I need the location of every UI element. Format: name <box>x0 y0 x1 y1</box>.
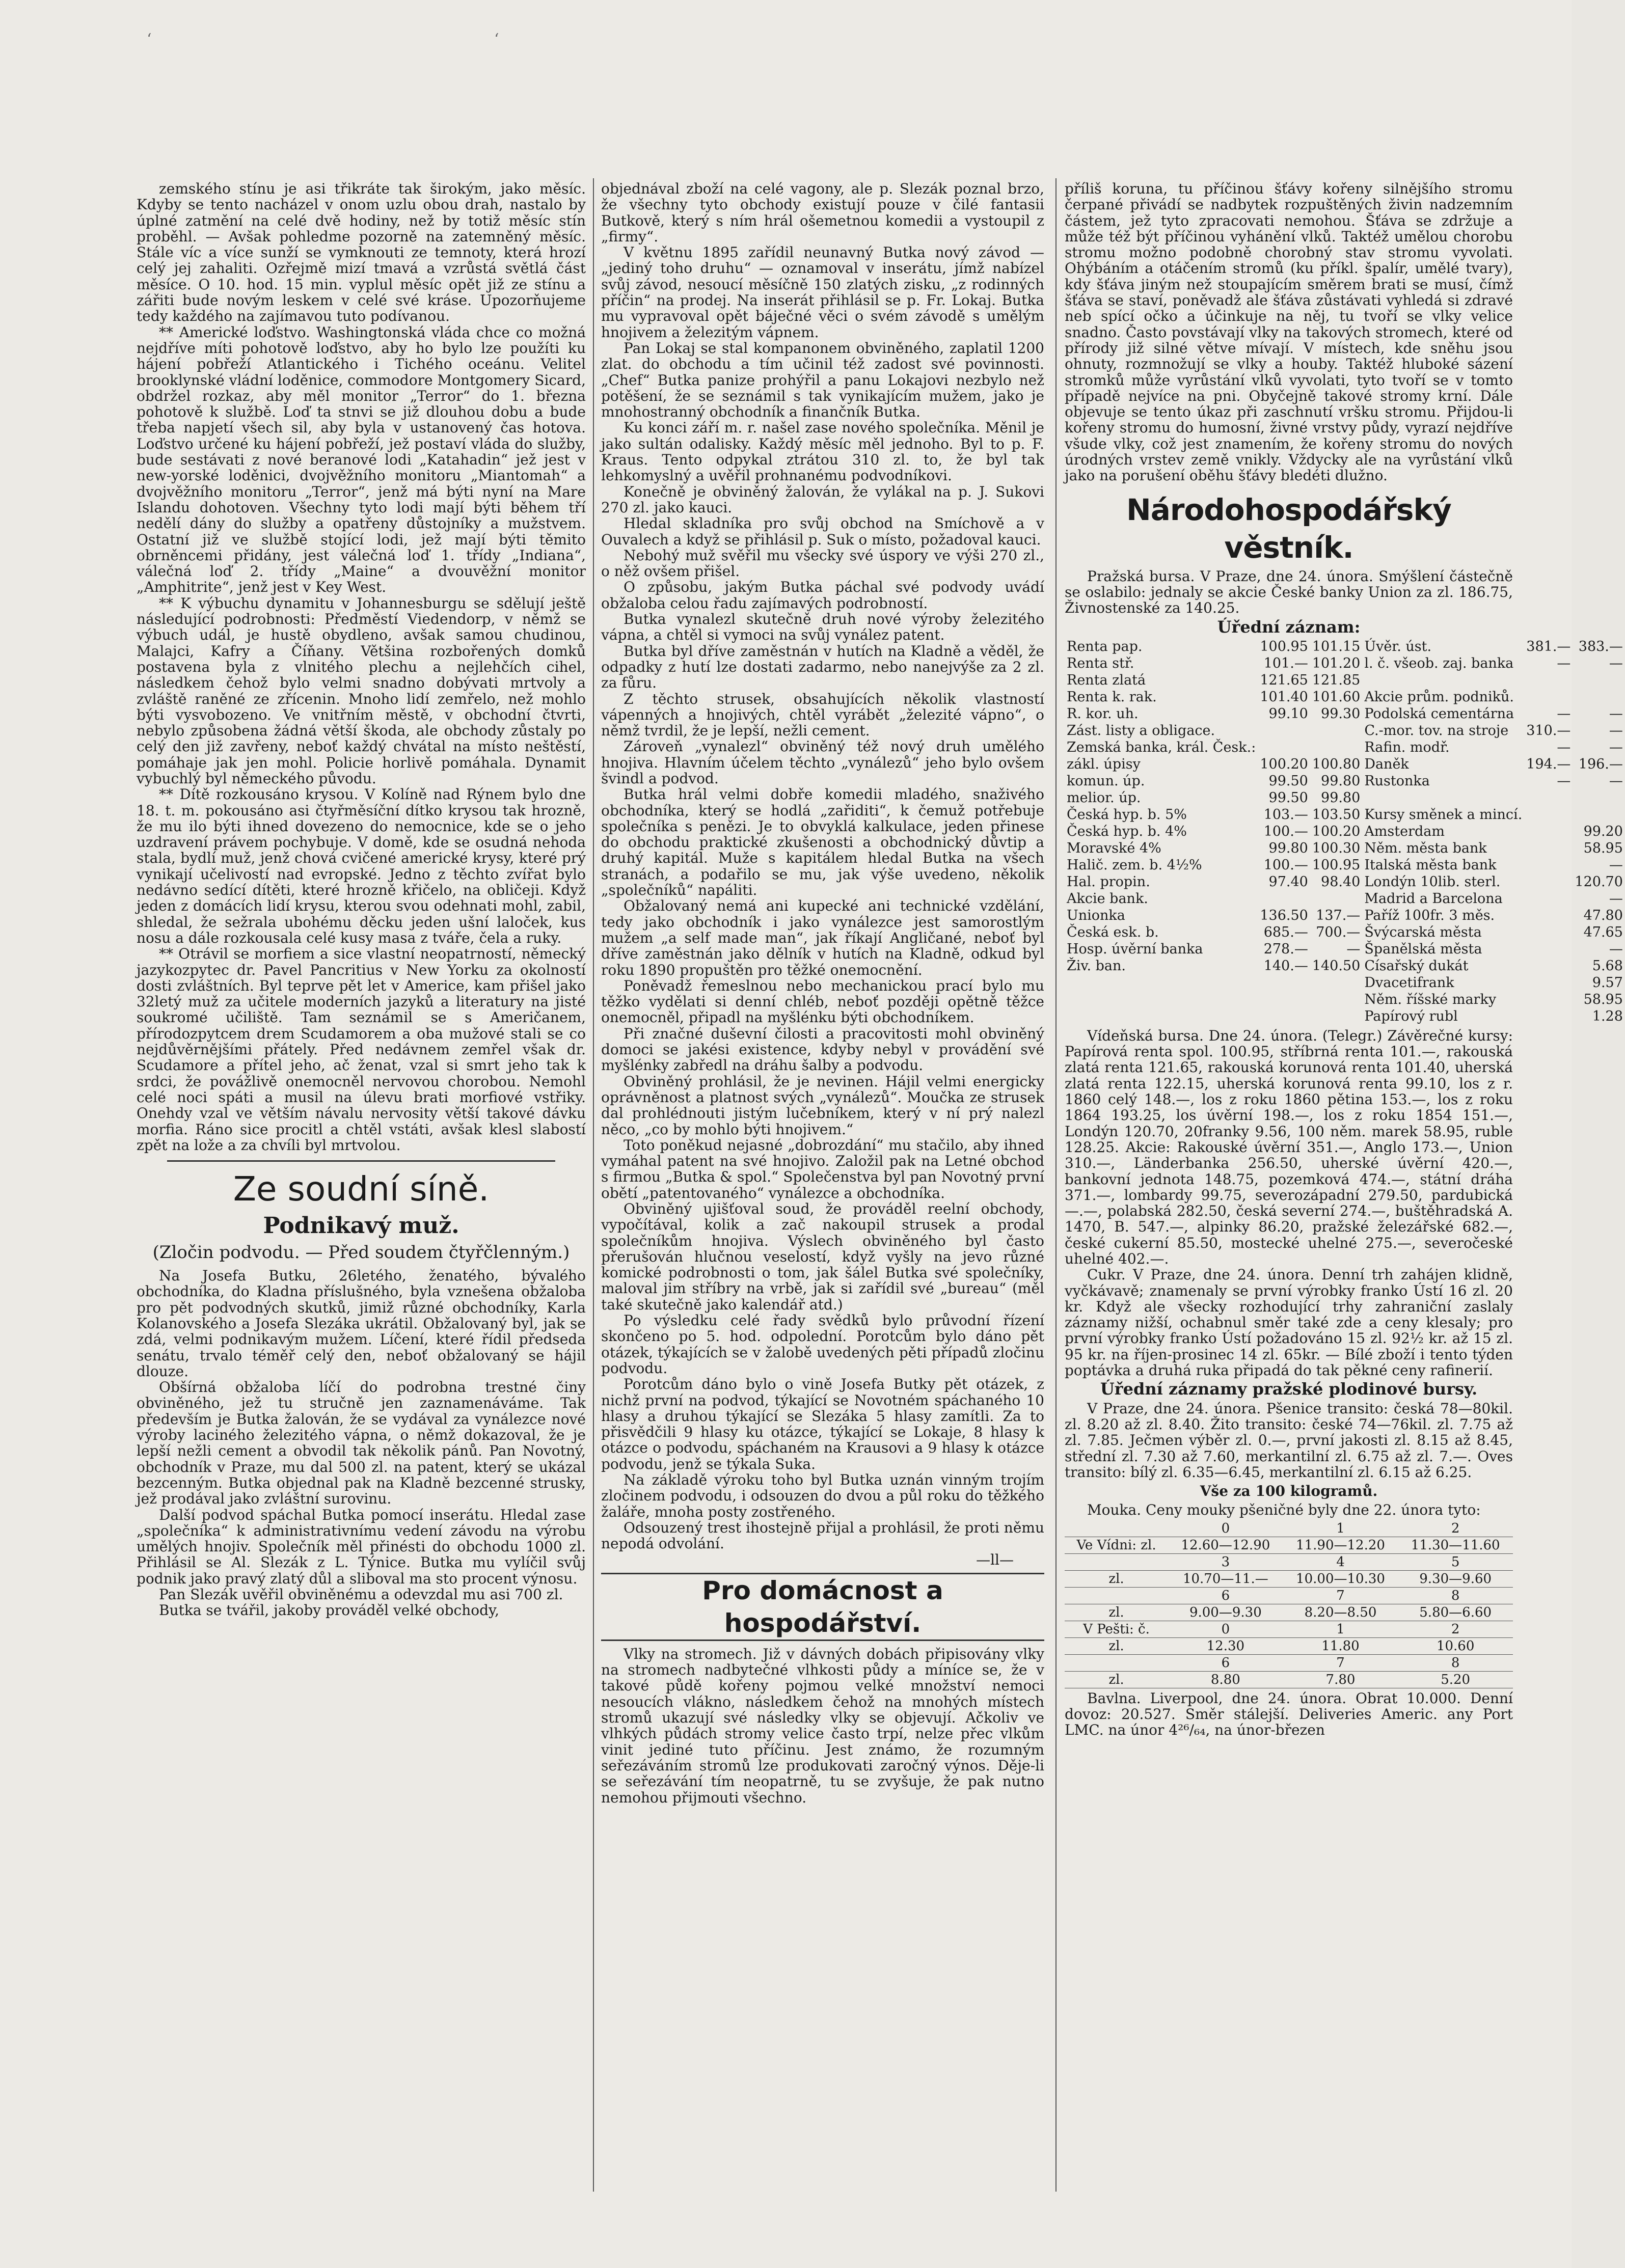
table-cell: Unionka <box>1067 907 1125 923</box>
table-row <box>1065 974 1625 991</box>
table-cell: 100.30 <box>1312 840 1361 856</box>
table-cell: Živ. ban. <box>1067 958 1126 974</box>
table-cell: 7 <box>1283 1654 1398 1671</box>
table-cell: 101.60 <box>1312 689 1361 705</box>
article-paragraph: ** Dítě rozkousáno krysou. V Kolíně nad Rýnem bylo dne 18. t. m. pokousáno asi čtyřměsíční dítko krysou tak hrozně, že mu ilo býti ihned dovezeno do nemocnice, kde se o jeho uzdravení právem pochybuje. V domě, kde se osudná nehoda stala, bydlí muž, jenž chová cvičené americké krysy, které prý vynikají učelivostí nad evropské. Jedno z těchto zvířat bylo nedávno sedící dítěti, které hrozně křičelo, na obličeji. Když jeden z domácích lidí krysu, kterou svou odehnati mohl, zabil, shledal, že sežrala ubohému děcku jeden ušní laloček, kus nosu a dále rozkousala celé kusy masa z tváře, čela a ruky. <box>137 786 586 946</box>
table-cell <box>1065 1654 1168 1671</box>
table-row <box>1065 655 1625 672</box>
article-paragraph: Vídeňská bursa. Dne 24. února. (Telegr.) Závěrečné kursy: Papírová renta spol. 100.95, stříbrná renta 101.—, rakouská zlatá renta 121.65, rakouská korunová renta 101.40, uherská zlatá renta 122.15, uherská korunová renta 99.10, los z r. 1860 celý 148.—, los z roku 1860 pětina 153.—, los z roku 1864 193.25, los úvěrní 198.—, los z roku 1854 151.—, Londýn 120.70, 20franky 9.56, 100 něm. marek 58.95, ruble 128.25. Akcie: Rakouské úvěrní 351.—, Anglo 173.—, Union 310.—, Länderbanka 256.50, uherské úvěrní 420.—, bankovní jednota 148.75, pozemková 474.—, státní dráha 371.—, lombardy 99.75, severozápadní 279.50, pardubická —.—, polabská 282.50, česká severní 274.—, buštěhradská A. 1470, B. 547.—, alpinky 86.20, pražské železářské 682.—, české cukerní 85.50, mostecké uhelné 275.—, severočeské uhelné 402.—. <box>1065 1027 1513 1267</box>
article-paragraph: Obviněný ujišťoval soud, že prováděl reelní obchody, vypočítával, kolik a zač nakoupil strusek a prodal společníkům hnojiva. Výslech obviněného byl často přerušován hlučnou veselostí, když vyšly na jevo různé komické podrobnosti o tom, jak šálel Butka své společníky, maloval jim stříbry na vrbě, jak si zařídil své „bureau“ (měl také skutečně jako kalendář atd.) <box>601 1200 1044 1313</box>
article-paragraph: Obviněný prohlásil, že je nevinen. Hájil velmi energicky oprávněnost a platnost svých „vynálezů“. Moučka ze strusek dal prohlédnouti jistým lučebníkem, který v ní prý nalezl něco, „co by mohlo býti hnojivem.“ <box>601 1073 1044 1138</box>
table-row <box>1065 1621 1513 1637</box>
table-cell: 47.65 <box>1583 924 1623 940</box>
table-cell: Madrid a Barcelona <box>1364 890 1503 907</box>
table-cell: 99.80 <box>1321 773 1361 789</box>
article-paragraph: Butka byl dříve zaměstnán v hutích na Kladně a věděl, že odpadky z hutí lze dostati zadarmo, nebo nanejvýše za 2 zl. za fůru. <box>601 642 1044 692</box>
divider <box>167 1160 555 1162</box>
table-cell <box>1362 789 1524 806</box>
table-cell: 140.— <box>1263 958 1308 974</box>
table-title: Úřední záznamy pražské plodinové bursy. <box>1100 1379 1478 1399</box>
corner-mark-right: ʻ <box>494 31 499 48</box>
table-row <box>1065 873 1625 890</box>
table-cell: 310.— <box>1526 722 1571 739</box>
table-row <box>1065 773 1625 789</box>
article-paragraph: Cukr. V Praze, dne 24. února. Denní trh zahájen klidně, vyčkávavě; znamenaly se první výrobky franko Ústí 16 zl. 20 kr. Když ale všecky rozhodující trhy zahraniční zaslaly záznamy nižší, ochabnul směr také zde a ceny klesaly; pro první výrobky franko Ústí požadováno 15 zl. 92½ kr. až 15 zl. 95 kr. na říjen-prosinec 14 zl. 65kr. — Bílé zboží i tento týden poptávka a druhá rukа připadá do tak pěkné ceny rafinerií. <box>1065 1266 1513 1379</box>
table-cell: zákl. úpisy <box>1067 756 1141 772</box>
table-cell: 8.80 <box>1168 1671 1283 1688</box>
table-row <box>1065 806 1625 823</box>
table-row <box>1065 789 1625 806</box>
table-cell: Halič. zem. b. 4½% <box>1067 857 1202 873</box>
table-cell: 100.95 <box>1312 857 1361 873</box>
table-row <box>1065 941 1625 958</box>
table-row <box>1065 1654 1513 1671</box>
table-cell: 121.85 <box>1312 672 1361 688</box>
table-cell: 99.20 <box>1583 823 1623 839</box>
table-cell <box>1524 873 1573 890</box>
table-cell <box>1065 1553 1168 1570</box>
table-row <box>1065 840 1625 857</box>
article-title: Podnikavý muž. <box>263 1213 459 1239</box>
table-cell: 278.— <box>1263 941 1308 957</box>
article-paragraph: Vlky na stromech. Již v dávných dobách připisovány vlky na stromech nadbytečné vlhkosti půdy a míníce se, že v takové půdě kořeny pojmou velké množství nemoci nesoucích vlákno, následkem čehož na mnohých místech stromů ukazují své následky vlky se objevují. Ačkoliv ve vlhkých půdách stromy velice často trpí, nelze přec vlkům vinit jediné tuto příčinu. Jest známo, že rozumným seřezáváním stromů lze produkovati zaročný výnos. Děje-li se seřezávání tím neopatrně, tu se zvyšuje, že pak nutno nemohou přijmouti všechno. <box>601 1645 1044 1806</box>
article-paragraph: Obžalovaný nemá ani kupecké ani technické vzdělání, tedy jako obchodník i jako vynálezce jest samorostlým mužem „a self made man“, jak říkají Angličané, neboť byl dříve zaměstnán jako dělník v hutích na Kladně, odkud byl roku 1890 propuštěn pro těžké onemocnění. <box>601 897 1044 978</box>
table-cell: 99.80 <box>1321 789 1361 806</box>
table-cell: Česká esk. b. <box>1067 924 1159 940</box>
table-row <box>1065 907 1625 924</box>
table-cell: — <box>1609 890 1623 907</box>
article-paragraph: Po výsledku celé řady svědků bylo průvodní řízení skončeno po 5. hod. odpolední. Porotcům bylo dáno pět otázek, týkajících se v žalobě uvedených pěti případů zločinu podvodu. <box>601 1312 1044 1377</box>
table-cell: 4 <box>1283 1553 1398 1570</box>
table-cell: 100.80 <box>1312 756 1361 772</box>
table-cell <box>1524 857 1573 873</box>
table-cell: — <box>1609 705 1623 722</box>
table-cell: 700.— <box>1316 924 1361 940</box>
note: Vše za 100 kilogramů. <box>1200 1483 1378 1500</box>
table-cell: Dvacetifrank <box>1364 974 1454 991</box>
table-cell: 8 <box>1398 1654 1513 1671</box>
table-row <box>1065 739 1625 756</box>
table-cell: Papírový rubl <box>1364 1008 1458 1024</box>
table-cell: 381.— <box>1526 638 1571 654</box>
table-row <box>1065 705 1625 722</box>
table-cell <box>1310 739 1362 756</box>
table-row <box>1065 958 1625 974</box>
article-paragraph: Butka vynalezl skutečně druh nové výroby železitého vápna, a chtěl si vymoci na svůj vynález patent. <box>601 611 1044 644</box>
table-cell: — <box>1609 773 1623 789</box>
table-row <box>1065 1570 1513 1587</box>
table-cell <box>1524 806 1573 823</box>
table-cell <box>1065 974 1258 991</box>
table-row <box>1065 991 1625 1008</box>
column-2 <box>601 181 1044 2181</box>
table-cell: Španělská města <box>1364 941 1482 957</box>
table-cell: — <box>1609 941 1623 957</box>
table-cell <box>1310 722 1362 739</box>
article-paragraph: Z těchto strusek, obsahujících několik vlastností vápenných a hnojivých, chtěl vyrábět „železité vápno“, o němž tvrdil, že je lepší, nežli cement. <box>601 690 1044 740</box>
table-cell: 1 <box>1283 1621 1398 1637</box>
table-cell: 140.50 <box>1312 958 1361 974</box>
table-cell <box>1524 907 1573 924</box>
table-cell <box>1524 840 1573 857</box>
table-cell: 12.30 <box>1168 1637 1283 1654</box>
table-row <box>1065 924 1625 941</box>
table-row <box>1065 823 1625 840</box>
table-cell: 9.00—9.30 <box>1168 1604 1283 1621</box>
table-cell: Daněk <box>1364 756 1409 772</box>
table-cell: komun. úp. <box>1067 773 1145 789</box>
table-row <box>1065 672 1625 689</box>
article-paragraph: Toto poněkud nejasné „dobrozdání“ mu stačilo, aby ihned vymáhal patent na své hnojivo. Založil pak na Letné obchod s firmou „Butka & spol.“ Společenstva byl pan Novotný první obětí „patentovaného“ vynálezce a obchodníka. <box>601 1136 1044 1201</box>
table-cell: l. č. všeob. zaj. banka <box>1364 655 1514 671</box>
article-paragraph: příliš koruna, tu příčinou šťávy kořeny silnějšího stromu čerpané přivádí se nadbytek rozpuštěných živin nadzemním částem, jež tyto zpracovati nemohou. Šťáva se zdržuje a může též být příčinou vyhánění vlků. Taktéž umělou chorobu stromu možno podobně chorobný stav stromu vyvolati. Ohýbáním a otáčením stromů (ku příkl. špalír, umělé tvary), kdy šťáva jiným než stoupajícím směrem brati se musí, čímž šťáva se staví, poněvadž ale šťáva zůstávati vyhledá si zdravé neb spící očko a účinkuje na něj, tu tvoří se vlky velice snadno. Často povstávají vlky na takových stromech, které od přírody již silné větve mívají. V místech, kde sněhu jsou ohnuty, rozmnožují se vlky a houby. Taktéž hluboké sázení stromků může vyrůstání vlků vyvolati, tyto tvoří se v tomto případě nejvíce na pni. Obyčejně takové stromy krní. Dále objevuje se tento úkaz při zaschnutí vršku stromu. Přijdou-li kořeny stromu do humosní, živné vrstvy půdy, vyrazí nejdříve všude vlky, což jest znamením, že kořeny stromu do nových úrodných vrstev země vnikly. Vždycky ale na vyrůstání vlků jako na porušení oběhu šťávy bledéti dlužno. <box>1065 180 1513 484</box>
table-cell: Podolská cementárna <box>1364 705 1514 722</box>
table-cell: 6 <box>1168 1587 1283 1604</box>
table-cell: zl. <box>1065 1604 1168 1621</box>
table-cell: Londýn 10lib. sterl. <box>1364 873 1501 890</box>
table-cell: 98.40 <box>1321 873 1361 890</box>
table-cell: Česká hyp. b. 4% <box>1067 823 1187 839</box>
table-row <box>1065 1604 1513 1621</box>
table-cell <box>1524 941 1573 958</box>
table-row <box>1065 1587 1513 1604</box>
table-row <box>1065 756 1625 773</box>
table-cell <box>1524 974 1573 991</box>
table-cell: Paříž 100fr. 3 měs. <box>1364 907 1495 923</box>
table-cell: 100.— <box>1263 823 1308 839</box>
table-cell <box>1065 1587 1168 1604</box>
table-row <box>1065 1553 1513 1570</box>
table-cell: 97.40 <box>1268 873 1308 890</box>
table-cell: Úvěr. úst. <box>1364 638 1432 654</box>
table-row <box>1065 1008 1625 1025</box>
flour-table <box>1065 1520 1513 1688</box>
table-cell: 101.— <box>1263 655 1308 671</box>
table-cell: — <box>1557 773 1571 789</box>
table-cell: Zást. listy a obligace. <box>1067 722 1215 739</box>
table-cell <box>1065 991 1258 1008</box>
table-cell: — <box>1557 705 1571 722</box>
table-title: Úřední záznam: <box>1217 617 1361 637</box>
table-cell: 9.30—9.60 <box>1398 1570 1513 1587</box>
table-cell: 11.80 <box>1283 1637 1398 1654</box>
table-cell: Akcie bank. <box>1067 890 1148 907</box>
table-cell <box>1573 672 1624 689</box>
section-title: Národohospodářský věstník. <box>1126 492 1451 565</box>
table-row <box>1065 857 1625 873</box>
table-cell: — <box>1609 739 1623 755</box>
table-cell <box>1362 672 1524 689</box>
table-cell: 6 <box>1168 1654 1283 1671</box>
column-header: 2 <box>1398 1520 1513 1537</box>
table-cell <box>1310 991 1362 1008</box>
corner-mark-left: ʻ <box>147 31 152 48</box>
table-cell: 7.80 <box>1283 1671 1398 1688</box>
table-cell: 194.— <box>1526 756 1571 772</box>
table-cell: 103.— <box>1263 806 1308 823</box>
bourse-table <box>1065 638 1625 1025</box>
article-paragraph: Butka se tvářil, jakoby prováděl velké obchody, <box>159 1602 500 1619</box>
table-cell: — <box>1557 739 1571 755</box>
article-paragraph: zemského stínu je asi třikráte tak širokým, jako měsíc. Kdyby se tento nacházel v onom uzlu obou drah, nastalo by úplné zatmění na celé dvě hodiny, než by totiž měsíc stín proběhl. — Avšak pohledme pozorně na zatemněný měsíc. Stále víc a více sunží se vymknouti ze temnoty, která hrozí celý jej zahaliti. Ozřejmě mizí tmavá a vzrůstá světlá část měsíce. O 10. hod. 15 min. vyplul měsíc opět již ze stínu a zářiti bude novým leskem v celé své kráse. Upozorňujeme tedy každého na zajímavou tuto podívanou. <box>137 180 586 325</box>
table-cell: Kursy směnek a mincí. <box>1364 806 1523 823</box>
table-cell: 2 <box>1398 1621 1513 1637</box>
table-cell: Něm. říšské marky <box>1364 991 1497 1007</box>
table-cell: 100.95 <box>1260 638 1308 654</box>
table-cell: — <box>1609 655 1623 671</box>
table-cell: 10.60 <box>1398 1637 1513 1654</box>
article-paragraph: Nebohý muž svěřil mu všecky své úspory ve výši 270 zl., o něž ovšem přišel. <box>601 546 1044 580</box>
table-cell <box>1310 890 1362 907</box>
table-cell: Něm. města bank <box>1364 840 1487 856</box>
table-cell: 11.30—11.60 <box>1398 1537 1513 1553</box>
column-3 <box>1065 180 1623 2181</box>
table-cell: V Pešti: č. <box>1065 1621 1168 1637</box>
table-cell: Zemská banka, král. Česk.: <box>1067 739 1256 755</box>
table-cell: 196.— <box>1578 756 1623 772</box>
table-cell: 9.57 <box>1592 974 1623 991</box>
table-cell: 101.40 <box>1260 689 1308 705</box>
table-cell <box>1310 974 1362 991</box>
table-cell: Hosp. úvěrní banka <box>1067 941 1203 957</box>
table-cell <box>1524 823 1573 840</box>
table-cell: 100.20 <box>1312 823 1361 839</box>
table-cell: Renta pap. <box>1067 638 1143 654</box>
table-cell: 5 <box>1398 1553 1513 1570</box>
article-paragraph: Hledal skladníka pro svůj obchod na Smíchově a v Ouvalech a když se přihlásil p. Suk o místo, požadoval kauci. <box>601 515 1044 548</box>
article-paragraph: Poněvadž řemeslnou nebo mechanickou prací bylo mu těžko vydělati si denní chléb, neboť později opětně těžce onemocněl, připadl na myšlénku býti obchodníkem. <box>601 977 1044 1026</box>
table-cell: 10.70—11.— <box>1168 1570 1283 1587</box>
table-cell: Hal. propin. <box>1067 873 1150 890</box>
table-cell: 1.28 <box>1592 1008 1623 1024</box>
table-cell <box>1310 1008 1362 1025</box>
table-cell <box>1573 789 1624 806</box>
table-row <box>1065 890 1625 907</box>
article-paragraph: Pan Lokaj se stal kompanonem obviněného, zaplatil 1200 zlat. do obchodu a tím učinil též zadost své povinnosti. „Chef“ Butka panize prohýřil a panu Lokajovi nezbylo než potěšení, že se seznámil s tak vynikajícím mužem, jako je mnohostranný obchodník a finančník Butka. <box>601 339 1044 421</box>
table-cell: Česká hyp. b. 5% <box>1067 806 1187 823</box>
table-cell <box>1524 1008 1573 1025</box>
table-cell <box>1258 739 1310 756</box>
column-header: 1 <box>1283 1520 1398 1537</box>
table-cell <box>1258 974 1310 991</box>
table-cell <box>1524 689 1573 705</box>
table-cell: 101.20 <box>1312 655 1361 671</box>
table-cell <box>1524 991 1573 1008</box>
table-cell: 8 <box>1398 1587 1513 1604</box>
table-row <box>1065 689 1625 705</box>
table-cell: Císařský dukát <box>1364 958 1469 974</box>
article-paragraph: Pražská bursa. V Praze, dne 24. února. Smýšlení částečně se oslabilo: jednaly se akcie České banky Union za zl. 186.75, Živnostenské za 140.25. <box>1065 567 1513 617</box>
table-cell: C.-mor. tov. na stroje <box>1364 722 1509 739</box>
table-row <box>1065 1537 1513 1553</box>
table-cell: Renta k. rak. <box>1067 689 1157 705</box>
table-cell: 121.65 <box>1260 672 1308 688</box>
article-paragraph: ** Americké loďstvo. Washingtonská vláda chce co možná nejdříve míti pohotově loďstvo, aby ho bylo lze použíti ku hájení pobřeží Atlantického i Tichého oceánu. Velitel brooklynské vládní loděnice, commodore Montgomery Sicard, obdržel rozkaz, aby měl monitor „Terror“ do 1. března pohotově k službě. Loď ta stnvi se již dlouhou dobu a bude třeba napjetí všech sil, aby byla v ustanovený čas hotova. Loďstvo určené ku hájení pobřeží, jež postaví vláda do služby, bude sestávati z nové beranové lodi „Katahadin“ jež jest v new-yorské loděnici, dvojvěžního monitoru „Miantomah“ a dvojvěžního monitoru „Terror“, jenž má býti nyní na Mare Islandu dohotoven. Všechny tyto lodi mají býti během tří nedělí dány do služby a opatřeny důstojníky a mužstvem. Ostatní již ve službě stojící lodi, jež mají býti těmito obrněncemi přidány, jest válečná loď 1. třídy „Indiana“, válečná loď 2. třídy „Maine“ a dvouvěžní monitor „Amphitrite“, jenž jest v Key West. <box>137 323 586 596</box>
column-1 <box>137 181 586 2181</box>
article-paragraph: V Praze, dne 24. února. Pšenice transito: česká 78—80kil. zl. 8.20 až zl. 8.40. Žito transito: české 74—76kil. zl. 7.75 až zl. 7.85. Ječmen výběr zl. 0.—, první jakosti zl. 8.15 až 8.45, střední zl. 7.30 až 7.60, merkantilní zl. 6.75 až zl. 7.—. Oves transito: bílý zl. 6.35—6.45, merkantilní zl. 6.15 až 6.25. <box>1065 1400 1513 1481</box>
table-cell: Italská města bank <box>1364 857 1497 873</box>
table-cell: 99.50 <box>1268 773 1308 789</box>
article-dek: (Zločin podvodu. — Před soudem čtyřčlenným.) <box>152 1242 570 1263</box>
article-paragraph: Na Josefa Butku, 26letého, ženatého, bývalého obchodníka, do Kladna příslušného, byla vznešena obžaloba pro pět podvodných skutků, jimiž různé obchodníky, Karla Kolanovského a Josefa Slezáka ukrátil. Obžalovaný byl, jak se zdá, velmi podnikavým mužem. Líčení, které řídil předseda senátu, trvalo téměř celý den, neboť obžalovaný se hájil dlouze. <box>137 1267 586 1380</box>
table-cell <box>1524 958 1573 974</box>
table-cell: 5.20 <box>1398 1671 1513 1688</box>
table-cell: zl. <box>1065 1637 1168 1654</box>
table-cell: 5.68 <box>1592 958 1623 974</box>
table-cell: Akcie prům. podniků. <box>1364 689 1514 705</box>
table-cell: 103.50 <box>1312 806 1361 823</box>
article-paragraph: ** K výbuchu dynamitu v Johannesburgu se sdělují ještě následující podrobnosti: Předměstí Viedendorp, v němž se výbuch udál, je hustě obydleno, avšak samou chudinou, Malajci, Kafry a Číňany. Většina rozbořených domků postavena byla z vlnitého plechu a nejlehčích cihel, následkem čehož bylo velmi snadno dobývati mrtvoly a zvláště raněné ze zřícenin. Mnoho lidí zemřelo, než mohlo býti vysvobozeno. Ve vnitřním městě, v obchodní čtvrti, nebylo způsobena žádná větší škoda, ale obchody zůstaly po celý den již zavřeny, neboť každý chvátal na místo neštěstí, pomáhaje jak jen mohl. Policie horlivě pomáhala. Dynamit vybuchlý byl německého původu. <box>137 594 586 787</box>
article-paragraph: Další podvod spáchal Butka pomocí inserátu. Hledal zase „společníka“ k administrativnímu vedení závodu na výrobu umělých hnojiv. Společník měl přinésti do obchodu 1000 zl. Přihlásil se Al. Slezák z L. Týnice. Butka mu vylíčil svůj podnik jako pravý zlatý důl a sliboval ma sto procent výnosu. <box>137 1506 586 1587</box>
table-cell: Renta stř. <box>1067 655 1134 671</box>
table-cell: 383.— <box>1578 638 1623 654</box>
table-cell: zl. <box>1065 1671 1168 1688</box>
table-cell: — <box>1609 722 1623 739</box>
article-paragraph: O způsobu, jakým Butka páchal své podvody uvádí obžaloba celou řadu zajímavých podrobností. <box>601 579 1044 612</box>
article-paragraph: ** Otrávil se morfiem a sice vlastní neopatrností, německý jazykozpytec dr. Pavel Pancritius v New Yorku za okolností dosti zvláštních. Byl teprve pět let v Americe, kam přišel jako 32letý muž za učitele moderních jazyků a literatury na jisté soukromé učiliště. Tam seznámil se s Američanem, přírodozpytcem drem Scudamorem a oba mužové stali se co nejdůvěrnějšími přátely. Před nedávnem zemřel však dr. Scudamore a přítel jeho, ač ženat, vzal si smrt jeho tak k srdci, že povážlivě onemocněl nervovou chorobou. Nemohl celé noci spáti a musil na úlevu brati morfiové vstřiky. Onehdy vzal ve větším návalu nervosity větší takové dávku morfia. Ráno sice procitl a chtěl vstáti, avšak klesl slabostí zpět na lože a za chvíli byl mrtvolou. <box>137 945 586 1154</box>
table-cell: 0 <box>1168 1621 1283 1637</box>
article-paragraph: V květnu 1895 zařídil neunavný Butka nový závod — „jediný toho druhu“ — oznamoval v inserátu, jímž nabízel svůj závod, nesoucí měsíčně 150 zlatých zisku, „z rodinných příčin“ na prodej. Na inserát přihlásil se p. Fr. Lokaj. Butka mu vypravoval opět báječné věci o svém závodě s umělým hnojivem a železitým vápnem. <box>601 244 1044 341</box>
column-rule <box>1055 178 1057 2192</box>
table-cell: 100.— <box>1263 857 1308 873</box>
table-cell: — <box>1346 941 1361 957</box>
column-rule <box>593 178 594 2192</box>
table-cell <box>1258 722 1310 739</box>
table-row <box>1065 722 1625 739</box>
table-cell: — <box>1609 857 1623 873</box>
article-paragraph: Bavlna. Liverpool, dne 24. února. Obrat 10.000. Denní dovoz: 20.527. Směr stálejší. Deliveries Americ. any Port LMC. na únor 4²⁶/₆₄, na únor-březen <box>1065 1689 1513 1739</box>
article-paragraph: Odsouzený trest ihostejně přijal a prohlásil, že proti němu nepodá odvolání. <box>601 1519 1044 1552</box>
article-paragraph: Konečně je obviněný žalován, že vylákal na p. J. Sukovi 270 zl. jako kauci. <box>601 483 1044 516</box>
article-paragraph: Mouka. Ceny mouky pšeničné byly dne 22. února tyto: <box>1087 1501 1481 1519</box>
article-paragraph: Na základě výroku toho byl Butka uznán vinným trojím zločinem podvodu, i odsouzen do dvou a půl roku do těžkého žaláře, mnoha posty zostřeného. <box>601 1471 1044 1520</box>
article-paragraph: Butka hrál velmi dobře komedii mladého, snaživého obchodníka, který se hodlá „zařiditi“, k čemuž potřebuje společníka s penězi. Je to obvyklá kalkulace, jeden přinese do obchodu praktické zkušenosti a obchodnický důvtip a druhý kapitál. Muže s kapitálem hledal Butka na všech stranách, a podařilo se mu, jak výše uvedeno, několik „společníků“ napáliti. <box>601 786 1044 899</box>
table-cell: Rafin. modř. <box>1364 739 1450 755</box>
table-cell: 99.50 <box>1268 789 1308 806</box>
article-paragraph: objednával zboží na celé vagony, ale p. Slezák poznal brzo, že všechny tyto obchody existují pouze v čilé fantasii Butkově, který s ním hrál ošemetnou komedii a vystoupil z „firmy“. <box>601 180 1044 245</box>
table-cell: 12.60—12.90 <box>1168 1537 1283 1553</box>
article-paragraph: Při značné duševní čilosti a pracovitosti mohl obviněný domoci se jakési existence, kdyby nebyl v provádění své myšlénky zabředl na dráhu šalby a podvodu. <box>601 1025 1044 1074</box>
table-cell: 100.20 <box>1260 756 1308 772</box>
table-cell: Renta zlatá <box>1067 672 1146 688</box>
table-cell <box>1524 890 1573 907</box>
table-row <box>1065 1671 1513 1688</box>
table-cell: Švýcarská města <box>1364 924 1482 940</box>
table-cell: 137.— <box>1316 907 1361 923</box>
table-cell <box>1258 1008 1310 1025</box>
table-cell: 7 <box>1283 1587 1398 1604</box>
table-cell: 120.70 <box>1575 873 1623 890</box>
article-paragraph: Pan Slezák uvěřil obviněnému a odevzdal mu asi 700 zl. <box>159 1586 563 1603</box>
table-cell: 99.30 <box>1321 705 1361 722</box>
table-cell <box>1065 1008 1258 1025</box>
table-cell: 101.15 <box>1312 638 1361 654</box>
table-cell: Amsterdam <box>1364 823 1445 839</box>
table-cell: 99.10 <box>1268 705 1308 722</box>
table-cell: R. kor. uh. <box>1067 705 1139 722</box>
table-cell: 3 <box>1168 1553 1283 1570</box>
table-cell: 58.95 <box>1583 840 1623 856</box>
table-cell: 10.00—10.30 <box>1283 1570 1398 1587</box>
table-cell: 99.80 <box>1268 840 1308 856</box>
table-cell: 11.90—12.20 <box>1283 1537 1398 1553</box>
table-cell: 58.95 <box>1583 991 1623 1007</box>
table-cell <box>1258 991 1310 1008</box>
section-title: Ze soudní síně. <box>233 1169 490 1209</box>
table-cell: 685.— <box>1263 924 1308 940</box>
article-paragraph: Ku konci září m. r. našel zase nového společníka. Měnil je jako sultán odalisky. Každý měsíc měl jednoho. Byl to p. F. Kraus. Tento odpykal ztrátou 310 zl. to, že byl tak lehkomyslný a uvěřil prohnanému podvodníkovi. <box>601 419 1044 484</box>
article-paragraph: Porotcům dáno bylo o vině Josefa Butky pět otázek, z nichž první na podvod, týkající se Novotném spáchaného 10 hlasy a druhou týkající se Slezáka 5 hlasy zamítli. Za to přisvědčili 9 hlasy ku otázce, týkající se Lokaje, 8 hlasy k otázce o podvodu, spáchaném na Krausovi a 9 hlasy k otázce podvodu, jenž se týkala Suka. <box>601 1376 1044 1472</box>
table-cell: Moravské 4% <box>1067 840 1161 856</box>
table-cell <box>1573 689 1624 705</box>
table-cell: Rustonka <box>1364 773 1430 789</box>
article-signature: —ll— <box>976 1551 1014 1568</box>
table-cell: 8.20—8.50 <box>1283 1604 1398 1621</box>
article-paragraph: Obšírná obžaloba líčí do podrobna trestné činy obviněného, jež tu stručně jen zaznamenáváme. Tak především je Butka žalován, že se vydával za vynálezce nové výroby laciného železitého vápna, o němž dokazoval, že je lepší nežli cement a obvodil tak několik pánů. Pan Novotný, obchodník v Praze, mu dal 500 zl. na patent, který se ukázal bezcenným. Butka objednal pak na Kladně bezcenné strusky, jež prodával jako zvláštní surovinu. <box>137 1379 586 1508</box>
table-cell <box>1573 806 1624 823</box>
article-paragraph: Zároveň „vynalezl“ obviněný též nový druh umělého hnojiva. Hlavním účelem těchto „vynálezů“ jeho bylo ovšem švindl a podvod. <box>601 738 1044 787</box>
section-title: Pro domácnost a hospodářství. <box>601 1573 1044 1641</box>
column-header: 0 <box>1168 1520 1283 1537</box>
table-cell <box>1524 789 1573 806</box>
table-cell: 5.80—6.60 <box>1398 1604 1513 1621</box>
table-row <box>1065 638 1625 655</box>
table-row <box>1065 1637 1513 1654</box>
table-cell: — <box>1557 655 1571 671</box>
table-cell: zl. <box>1065 1570 1168 1587</box>
table-cell: 136.50 <box>1260 907 1308 923</box>
table-cell: Ve Vídni: zl. <box>1065 1537 1168 1553</box>
table-cell <box>1258 890 1310 907</box>
table-cell <box>1524 924 1573 941</box>
table-cell: melior. úp. <box>1067 789 1141 806</box>
table-cell: 47.80 <box>1583 907 1623 923</box>
table-cell <box>1524 672 1573 689</box>
